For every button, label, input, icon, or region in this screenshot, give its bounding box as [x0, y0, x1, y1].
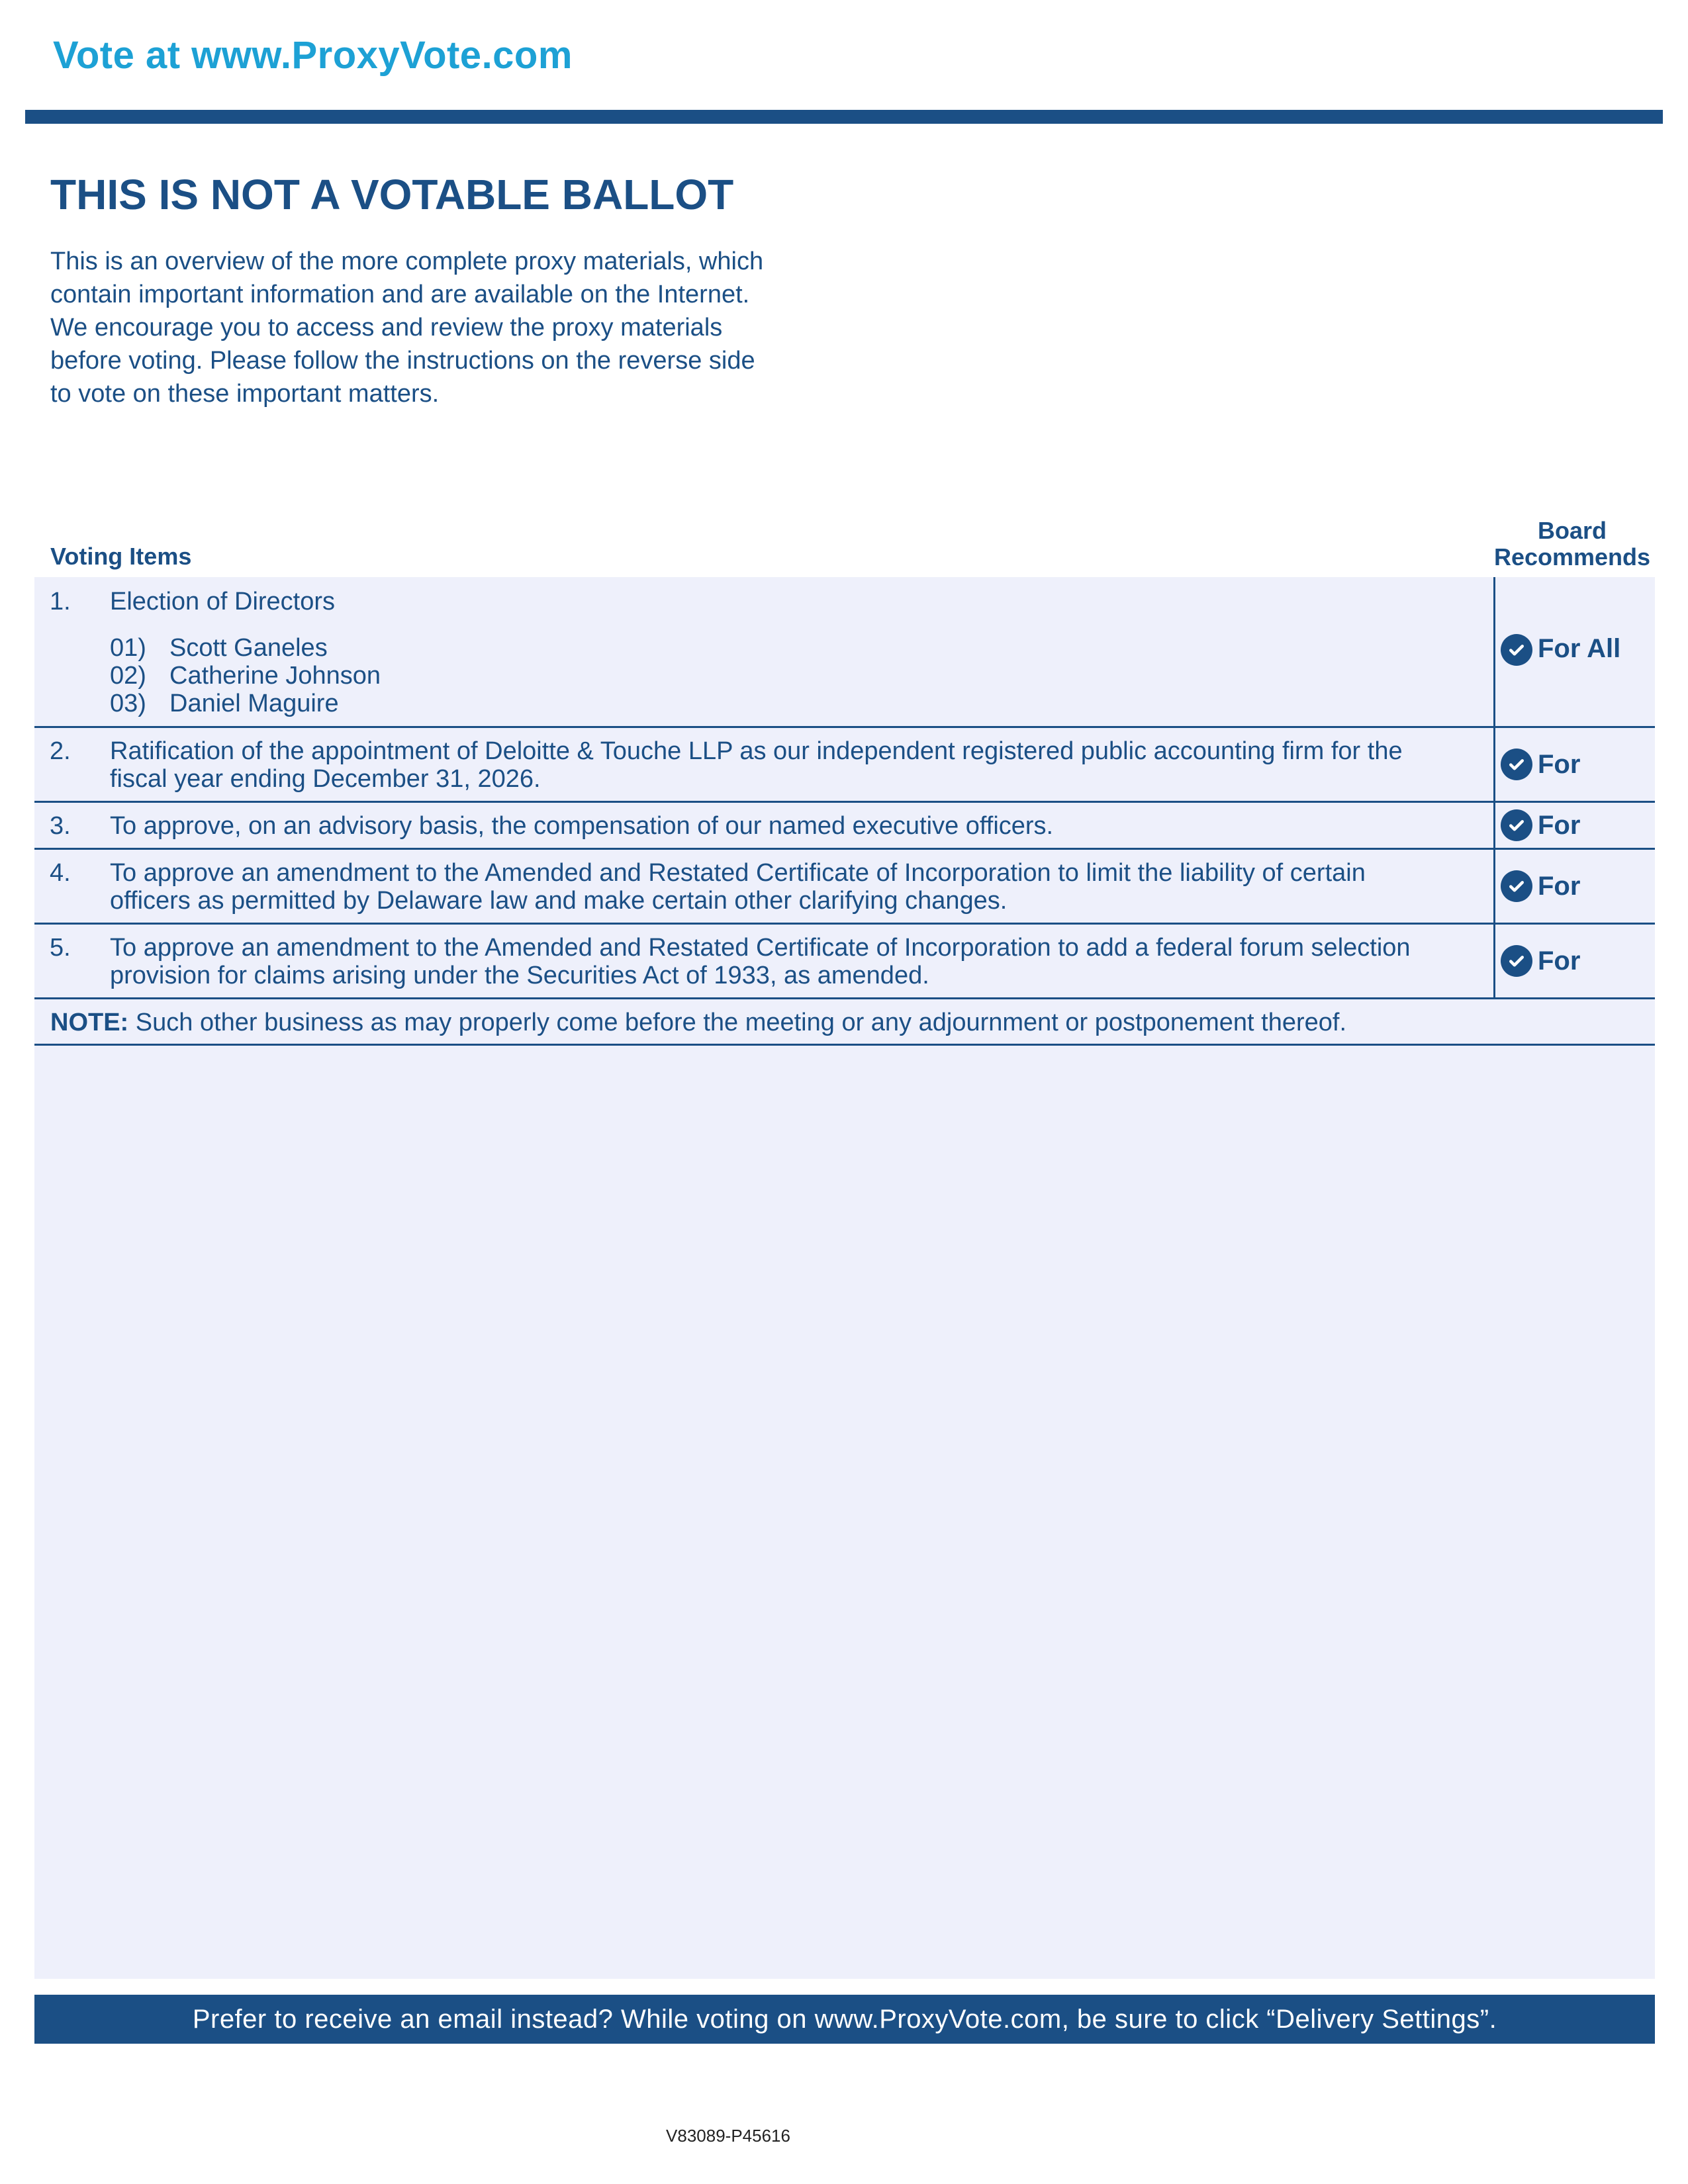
nominee-2 [110, 662, 381, 690]
item-number: 2. [50, 737, 71, 765]
board-header-line: Board [1537, 517, 1607, 544]
nominee-name: Scott Ganeles [169, 634, 328, 662]
intro-line: contain important information and are available on the Internet. [50, 281, 750, 308]
check-circle-icon [1501, 870, 1532, 902]
item-description [110, 859, 1513, 915]
board-recommends-header [1486, 518, 1658, 570]
item-number: 1. [50, 588, 71, 615]
item-description [110, 934, 1513, 989]
intro-line: This is an overview of the more complete proxy materials, which [50, 248, 764, 275]
item-number: 5. [50, 934, 71, 962]
description-line: fiscal year ending December 31, 2026. [110, 765, 541, 793]
nominee-number: 03) [110, 690, 146, 717]
description-line: To approve an amendment to the Amended and Restated Certificate of Incorporation to add a federal forum selection [110, 934, 1411, 962]
item-description: Election of Directors [110, 588, 336, 615]
note-label: NOTE: [50, 1009, 129, 1036]
recommendation-cell [1493, 803, 1657, 848]
note-text-container [50, 1009, 1346, 1036]
recommendation-cell [1493, 577, 1655, 726]
note-text: Such other business as may properly come before the meeting or any adjournment or postponement thereof. [128, 1009, 1347, 1036]
recommendation-label: For All [1538, 634, 1621, 663]
item-description [110, 737, 1513, 793]
item-number: 4. [50, 859, 71, 887]
nominee-number: 02) [110, 662, 146, 690]
intro-line: before voting. Please follow the instructions on the reverse side [50, 347, 755, 375]
recommendation-label: For [1538, 871, 1581, 901]
item-description [110, 812, 1513, 840]
note-row [34, 999, 1655, 1046]
vote-link-header[interactable]: Vote at www.ProxyVote.com [53, 34, 573, 77]
header-rule [25, 110, 1663, 124]
check-circle-icon [1501, 809, 1532, 841]
nominee-number: 01) [110, 634, 146, 662]
description-line: officers as permitted by Delaware law and make certain other clarifying changes. [110, 887, 1008, 915]
email-delivery-banner: Prefer to receive an email instead? While voting on www.ProxyVote.com, be sure to click “Delivery Settings”. [34, 1995, 1655, 2044]
page-title: THIS IS NOT A VOTABLE BALLOT [50, 171, 734, 218]
recommendation-cell [1493, 850, 1657, 923]
description-line: Ratification of the appointment of Deloitte & Touche LLP as our independent registered public accounting firm for the [110, 737, 1403, 765]
recommendation-label: For [1538, 749, 1581, 779]
description-line: To approve, on an advisory basis, the compensation of our named executive officers. [110, 812, 1054, 840]
voting-items-header: Voting Items [50, 543, 192, 570]
recommendation-cell [1493, 728, 1657, 801]
check-circle-icon [1501, 945, 1532, 977]
voting-item-4 [34, 850, 1655, 925]
recommendation-label: For [1538, 946, 1581, 976]
recommendation-label: For [1538, 810, 1581, 840]
board-header-line: Recommends [1493, 543, 1651, 570]
check-circle-icon [1501, 749, 1532, 780]
document-code: V83089-P45616 [666, 2126, 790, 2146]
check-circle-icon [1501, 634, 1532, 666]
nominee-name: Daniel Maguire [169, 690, 339, 717]
recommendation-cell [1493, 925, 1657, 997]
intro-line: We encourage you to access and review the proxy materials [50, 314, 723, 341]
nominee-1 [110, 634, 328, 662]
nominee-name: Catherine Johnson [169, 662, 381, 690]
voting-item-3 [34, 803, 1655, 850]
intro-line: to vote on these important matters. [50, 380, 440, 408]
nominee-3 [110, 690, 339, 717]
voting-item-1 [34, 577, 1655, 728]
intro-paragraph [50, 245, 831, 410]
description-line: provision for claims arising under the Securities Act of 1933, as amended. [110, 962, 929, 989]
voting-item-5 [34, 925, 1655, 999]
item-number: 3. [50, 812, 71, 840]
voting-item-2 [34, 728, 1655, 803]
description-line: To approve an amendment to the Amended and Restated Certificate of Incorporation to limit the liability of certain [110, 859, 1366, 887]
